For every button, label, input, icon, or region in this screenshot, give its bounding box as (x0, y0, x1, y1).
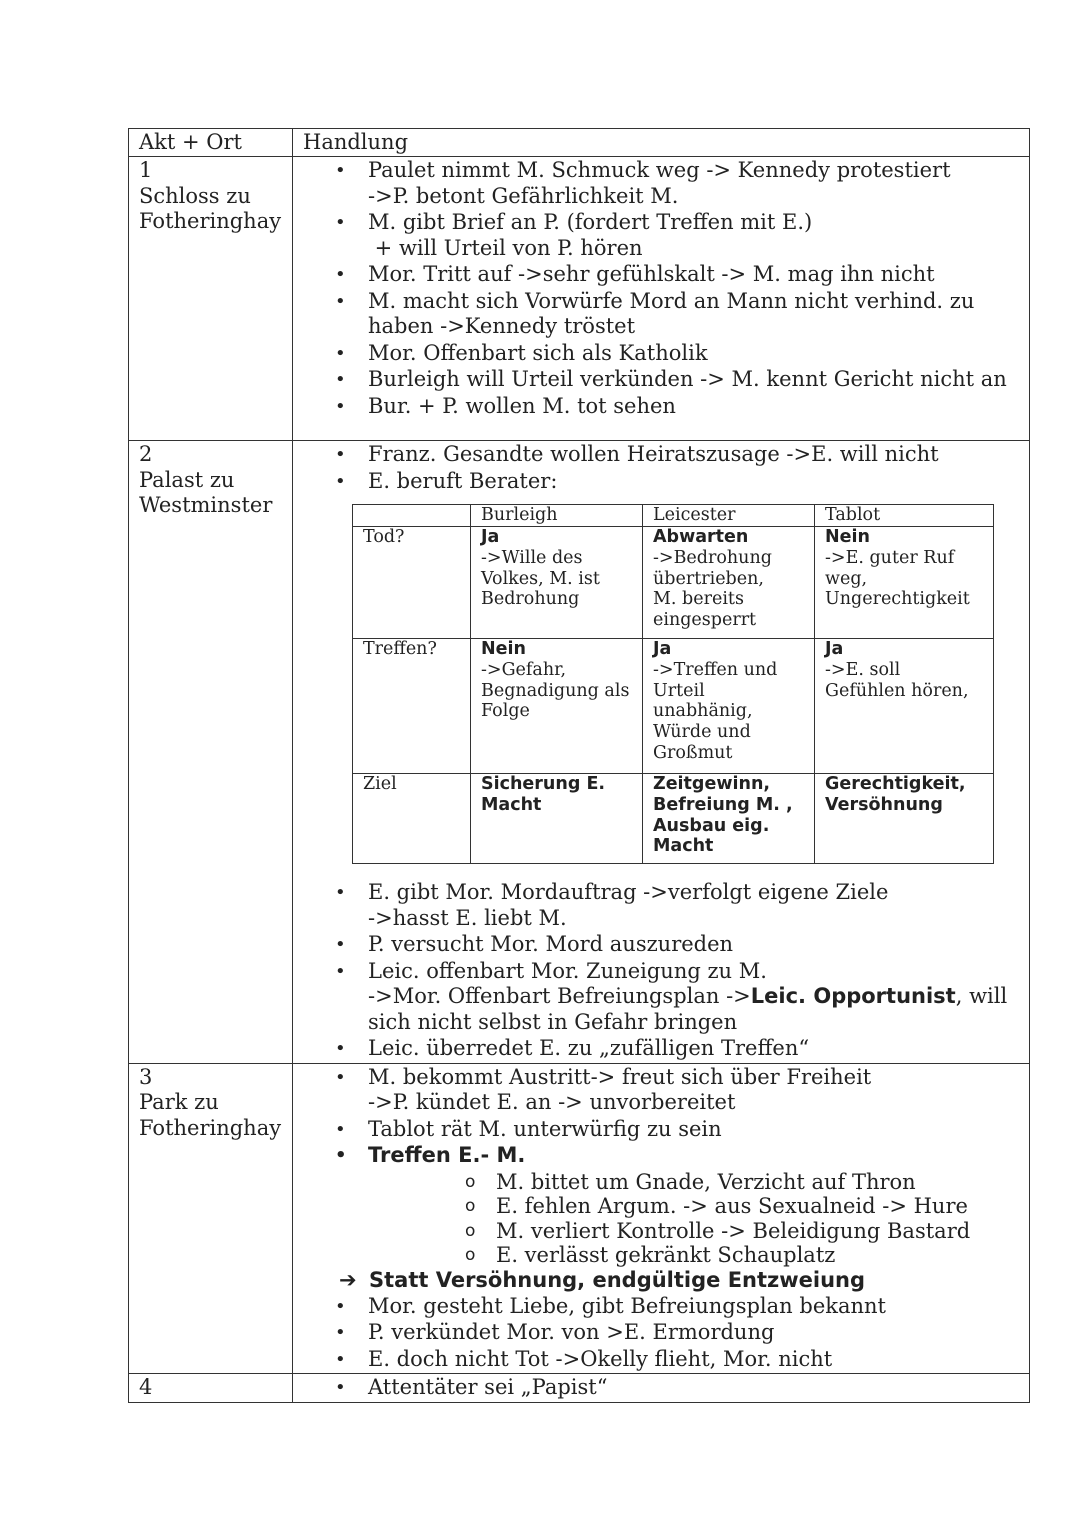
advisors-header-row (353, 505, 994, 527)
sub-item: o M. verliert Kontrolle -> Beleidigung Bastard (293, 1219, 1029, 1244)
advisor-cell: Nein ->Gefahr, Begnadigung als Folge (471, 639, 643, 774)
act-row-3 (129, 1063, 1030, 1374)
act-place-line: Westminster (139, 493, 273, 517)
advisor-cell: Ja ->Treffen und Urteil unabhänig, Würde und Großmut (643, 639, 815, 774)
header-row (129, 129, 1030, 157)
act-2-bullets-before (293, 442, 1029, 494)
bullet-item: • Bur. + P. wollen M. tot sehen (293, 394, 1029, 420)
advisor-cell: Abwarten ->Bedrohung übertrieben, M. bereits eingesperrt (643, 527, 815, 639)
act-row-1 (129, 157, 1030, 441)
sub-item: o M. bittet um Gnade, Verzicht auf Thron (293, 1170, 1029, 1195)
act-3-place-cell (129, 1063, 293, 1374)
act-number: 1 (139, 158, 153, 182)
plot-summary-table (128, 128, 1030, 1403)
advisors-table (352, 504, 994, 864)
advisor-cell: Ja ->E. soll Gefühlen hören, (815, 639, 994, 774)
bullet-item: • Mor. Offenbart sich als Katholik (293, 341, 1029, 367)
act-2-plot-cell (293, 441, 1030, 1064)
act-1-plot-cell (293, 157, 1030, 441)
act-4-bullets (293, 1375, 1029, 1401)
act-place-line: Fotheringhay (139, 1115, 282, 1140)
header-act-place: Akt + Ort (129, 129, 293, 157)
advisor-name: Leicester (643, 505, 815, 527)
bullet-item: • E. doch nicht Tot ->Okelly flieht, Mor. nicht (293, 1347, 1029, 1373)
bullet-item: • Attentäter sei „Papist“ (293, 1375, 1029, 1401)
act-1-place-cell (129, 157, 293, 441)
row-label: Tod? (353, 527, 471, 639)
bullet-item: • Leic. offenbart Mor. Zuneigung zu M. ->Mor. Offenbart Befreiungsplan ->Leic. Opportunist, will sich nicht selbst in Gefahr bringen (293, 959, 1029, 1036)
advisors-row (353, 774, 994, 864)
arrow-icon: ➔ (339, 1267, 357, 1292)
act-place-line: Palast zu (139, 467, 235, 492)
bullet-item: • Treffen E.- M. (293, 1143, 1029, 1169)
advisor-cell: Ja ->Wille des Volkes, M. ist Bedrohung (471, 527, 643, 639)
bullet-item: • Franz. Gesandte wollen Heiratszusage ->E. will nicht (293, 442, 1029, 468)
act-2-bullets-after (293, 880, 1029, 1062)
act-3-plot-cell (293, 1063, 1030, 1374)
bullet-item: • Leic. überredet E. zu „zufälligen Treffen“ (293, 1036, 1029, 1062)
act-4-place-cell (129, 1374, 293, 1403)
bullet-item: • M. bekommt Austritt-> freut sich über Freiheit ->P. kündet E. an -> unvorbereitet (293, 1065, 1029, 1116)
bullet-item: • Paulet nimmt M. Schmuck weg -> Kennedy protestiert ->P. betont Gefährlichkeit M. (293, 158, 1029, 209)
advisor-cell: Gerechtigkeit, Versöhnung (815, 774, 994, 864)
act-place-line: Fotheringhay (139, 209, 282, 233)
advisor-cell: Zeitgewinn, Befreiung M. , Ausbau eig. Macht (643, 774, 815, 864)
row-label: Treffen? (353, 639, 471, 774)
advisor-cell: Sicherung E. Macht (471, 774, 643, 864)
bullet-item: • Burleigh will Urteil verkünden -> M. kennt Gericht nicht an (293, 367, 1029, 393)
bullet-item: • M. macht sich Vorwürfe Mord an Mann nicht verhind. zu haben ->Kennedy tröstet (293, 289, 1029, 340)
act-row-4 (129, 1374, 1030, 1403)
bullet-item: • Mor. gesteht Liebe, gibt Befreiungsplan bekannt (293, 1294, 1029, 1320)
act-1-bullets (293, 158, 1029, 419)
bullet-item: • E. gibt Mor. Mordauftrag ->verfolgt eigene Ziele ->hasst E. liebt M. (293, 880, 1029, 931)
advisors-corner (353, 505, 471, 527)
advisors-row (353, 639, 994, 774)
bullet-item: • P. verkündet Mor. von >E. Ermordung (293, 1320, 1029, 1346)
advisor-name: Tablot (815, 505, 994, 527)
conclusion-text: Statt Versöhnung, endgültige Entzweiung (369, 1267, 866, 1292)
act-3-bullets-after (293, 1294, 1029, 1373)
act-number: 2 (139, 442, 153, 466)
act-place-line: Park zu (139, 1090, 219, 1114)
advisors-row (353, 527, 994, 639)
act-2-place-cell (129, 441, 293, 1064)
act-4-plot-cell (293, 1374, 1030, 1403)
act-place-line: Schloss zu (139, 183, 251, 208)
act-row-2 (129, 441, 1030, 1064)
sub-item: o E. verlässt gekränkt Schauplatz (293, 1243, 1029, 1268)
conclusion-line (293, 1268, 1029, 1293)
bullet-item: • Tablot rät M. unterwürfig zu sein (293, 1117, 1029, 1143)
advisor-cell: Nein ->E. guter Ruf weg, Ungerechtigkeit (815, 527, 994, 639)
bullet-item: • M. gibt Brief an P. (fordert Treffen mit E.) + will Urteil von P. hören (293, 210, 1029, 261)
meeting-sub-list (293, 1170, 1029, 1268)
act-3-bullets (293, 1065, 1029, 1169)
advisor-name: Burleigh (471, 505, 643, 527)
header-plot: Handlung (293, 129, 1030, 157)
bullet-item: • P. versucht Mor. Mord auszureden (293, 932, 1029, 958)
act-number: 4 (139, 1375, 153, 1399)
bullet-item: • E. beruft Berater: (293, 469, 1029, 495)
sub-item: o E. fehlen Argum. -> aus Sexualneid -> Hure (293, 1194, 1029, 1219)
act-number: 3 (139, 1064, 153, 1089)
bullet-item: • Mor. Tritt auf ->sehr gefühlskalt -> M. mag ihn nicht (293, 262, 1029, 288)
row-label: Ziel (353, 774, 471, 864)
